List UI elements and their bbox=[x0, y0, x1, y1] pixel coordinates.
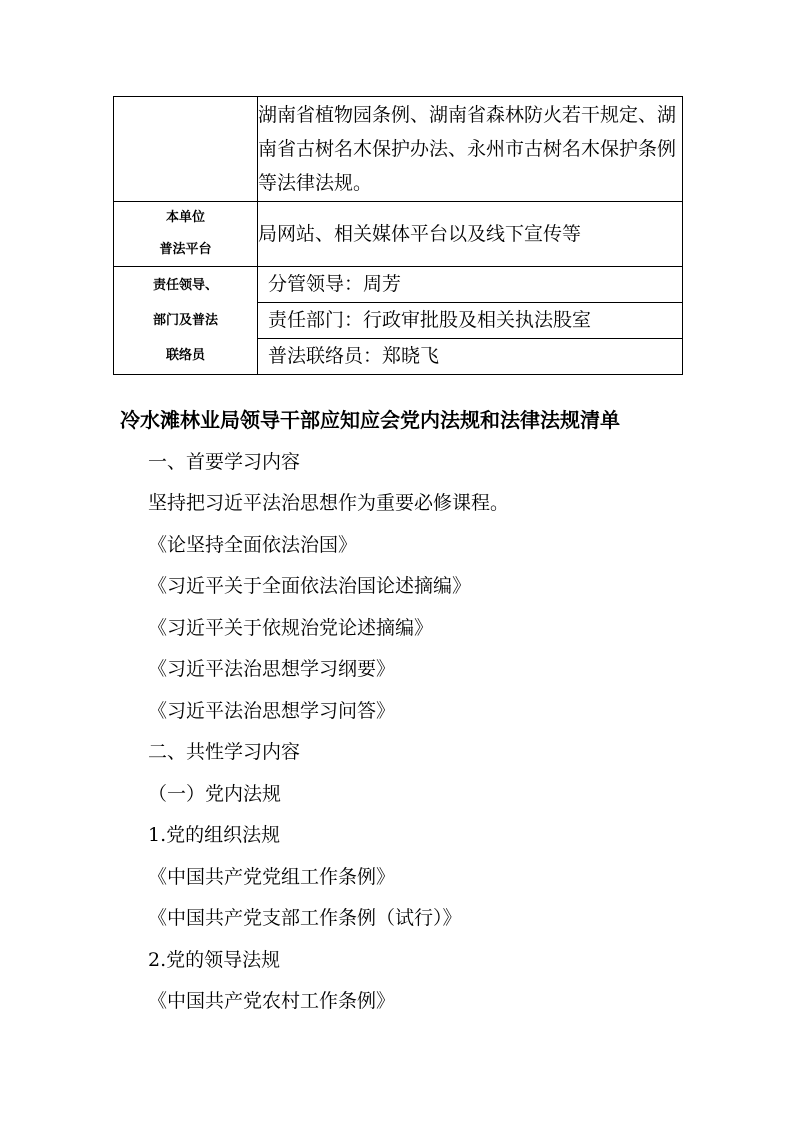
section-heading-common: 二、共性学习内容 bbox=[148, 741, 301, 763]
book-title-line: 《习近平法治思想学习问答》 bbox=[148, 700, 396, 722]
subsection-heading: （一）党内法规 bbox=[148, 783, 282, 805]
table-row-responsible bbox=[114, 267, 683, 375]
book-title-line: 《习近平关于依规治党论述摘编》 bbox=[148, 617, 434, 639]
laws-content: 湖南省植物园条例、湖南省森林防火若干规定、湖南省古树名木保护办法、永州市古树名木保护条例等法律法规。 bbox=[258, 97, 683, 202]
regulation-line: 《中国共产党支部工作条例（试行）》 bbox=[148, 907, 462, 929]
responsible-label bbox=[114, 267, 258, 375]
regulation-line: 《中国共产党农村工作条例》 bbox=[148, 990, 396, 1012]
numbered-heading: 1.党的组织法规 bbox=[148, 824, 281, 846]
info-table bbox=[113, 96, 683, 375]
body-line: 坚持把习近平法治思想作为重要必修课程。 bbox=[148, 492, 510, 514]
document-title: 冷水滩林业局领导干部应知应会党内法规和法律法规清单 bbox=[120, 408, 620, 432]
platform-label-line1: 本单位 bbox=[165, 210, 205, 225]
regulation-line: 《中国共产党党组工作条例》 bbox=[148, 866, 396, 888]
platform-label bbox=[114, 202, 258, 267]
numbered-heading: 2.党的领导法规 bbox=[148, 949, 281, 971]
book-title-line: 《习近平法治思想学习纲要》 bbox=[148, 658, 396, 680]
leader-line: 分管领导：周芳 bbox=[258, 267, 682, 303]
platform-content: 局网站、相关媒体平台以及线下宣传等 bbox=[258, 202, 683, 267]
book-title-line: 《习近平关于全面依法治国论述摘编》 bbox=[148, 575, 472, 597]
table-row-laws bbox=[114, 97, 683, 202]
book-title-line: 《论坚持全面依法治国》 bbox=[148, 534, 358, 556]
responsible-label-line2: 部门及普法 bbox=[152, 313, 218, 328]
section-heading-primary: 一、首要学习内容 bbox=[148, 451, 301, 473]
responsible-content bbox=[258, 267, 683, 375]
platform-label-line2: 普法平台 bbox=[159, 242, 212, 257]
department-line: 责任部门：行政审批股及相关执法股室 bbox=[258, 303, 682, 339]
table-row-platform bbox=[114, 202, 683, 267]
liaison-line: 普法联络员：郑晓飞 bbox=[268, 345, 440, 367]
responsible-label-line1: 责任领导、 bbox=[152, 278, 218, 293]
responsible-label-line3: 联络员 bbox=[165, 348, 205, 363]
table-cell-empty-label bbox=[114, 97, 258, 202]
